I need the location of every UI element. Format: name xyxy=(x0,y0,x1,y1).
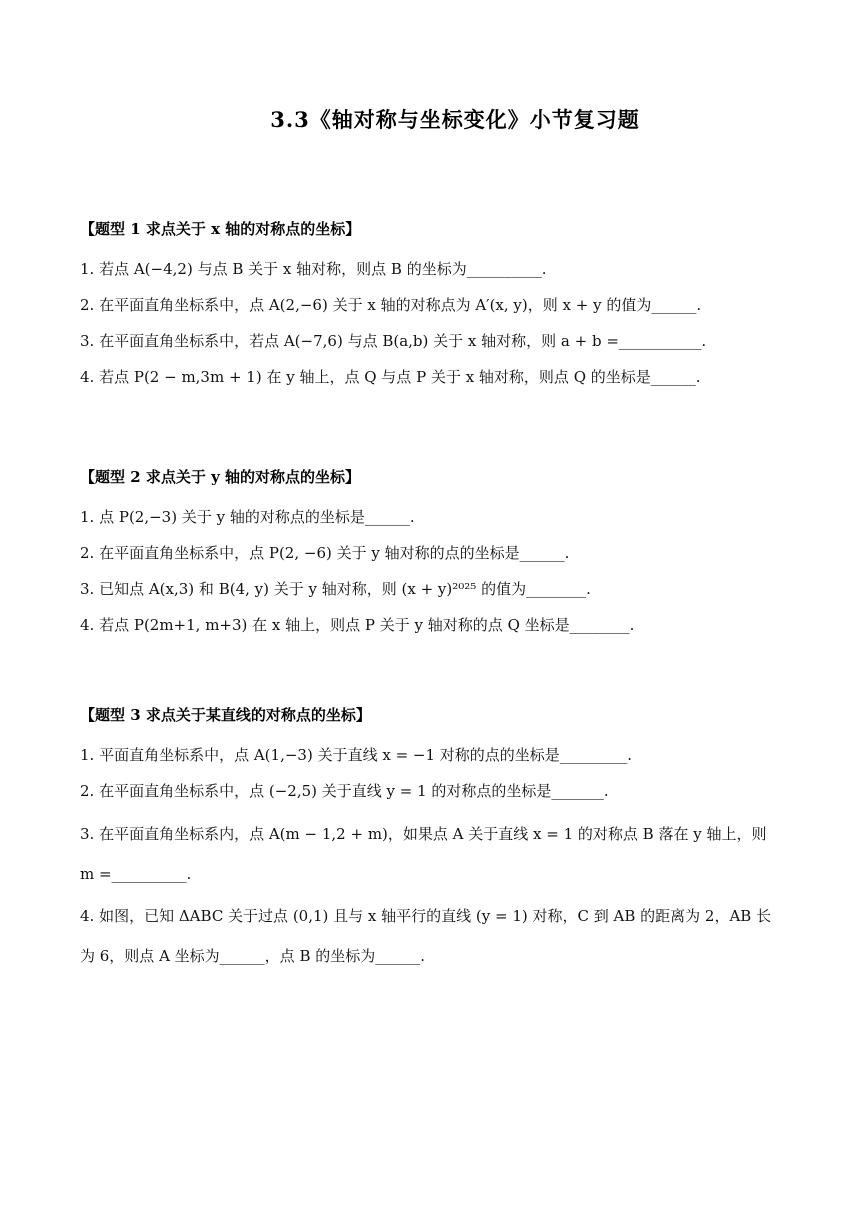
question-item: 1. 平面直角坐标系中，点 A(1,−3) 关于直线 x = −1 对称的点的坐标是_________. xyxy=(80,746,633,764)
section-heading: 【题型 2 求点关于 y 轴的对称点的坐标】 xyxy=(80,468,361,486)
question-item: 2. 在平面直角坐标系中，点 P(2, −6) 关于 y 轴对称的点的坐标是______. xyxy=(80,544,570,562)
question-item: 1. 点 P(2,−3) 关于 y 轴的对称点的坐标是______. xyxy=(80,508,415,526)
question-item: 3. 在平面直角坐标系内，点 A(m − 1,2 + m)，如果点 A 关于直线 x = 1 的对称点 B 落在 y 轴上，则 m =__________. xyxy=(80,825,767,883)
section-type-3 xyxy=(80,704,800,976)
question-item: 3. 在平面直角坐标系中，若点 A(−7,6) 与点 B(a,b) 关于 x 轴对称，则 a + b =___________. xyxy=(80,332,707,350)
section-heading: 【题型 1 求点关于 x 轴的对称点的坐标】 xyxy=(80,220,361,238)
document-title: 3.3《轴对称与坐标变化》小节复习题 xyxy=(270,107,640,132)
question-item: 4. 如图，已知 ΔABC 关于过点 (0,1) 且与 x 轴平行的直线 (y = 1) 对称，C 到 AB 的距离为 2，AB 长为 6，则点 A 坐标为______，点 B 的坐标为______. xyxy=(80,907,772,965)
section-type-1 xyxy=(80,218,800,390)
question-item: 3. 已知点 A(x,3) 和 B(4, y) 关于 y 轴对称，则 (x + y)²⁰²⁵ 的值为________. xyxy=(80,580,591,598)
question-item: 4. 若点 P(2m+1, m+3) 在 x 轴上，则点 P 关于 y 轴对称的点 Q 坐标是________. xyxy=(80,616,635,634)
section-type-2 xyxy=(80,466,800,638)
question-item: 2. 在平面直角坐标系中，点 A(2,−6) 关于 x 轴的对称点为 A′(x, y)，则 x + y 的值为______. xyxy=(80,296,702,314)
question-item: 1. 若点 A(−4,2) 与点 B 关于 x 轴对称，则点 B 的坐标为__________. xyxy=(80,260,547,278)
question-item: 4. 若点 P(2 − m,3m + 1) 在 y 轴上，点 Q 与点 P 关于 x 轴对称，则点 Q 的坐标是______. xyxy=(80,368,701,386)
question-item: 2. 在平面直角坐标系中，点 (−2,5) 关于直线 y = 1 的对称点的坐标是_______. xyxy=(80,782,609,800)
section-heading: 【题型 3 求点关于某直线的对称点的坐标】 xyxy=(80,706,371,724)
